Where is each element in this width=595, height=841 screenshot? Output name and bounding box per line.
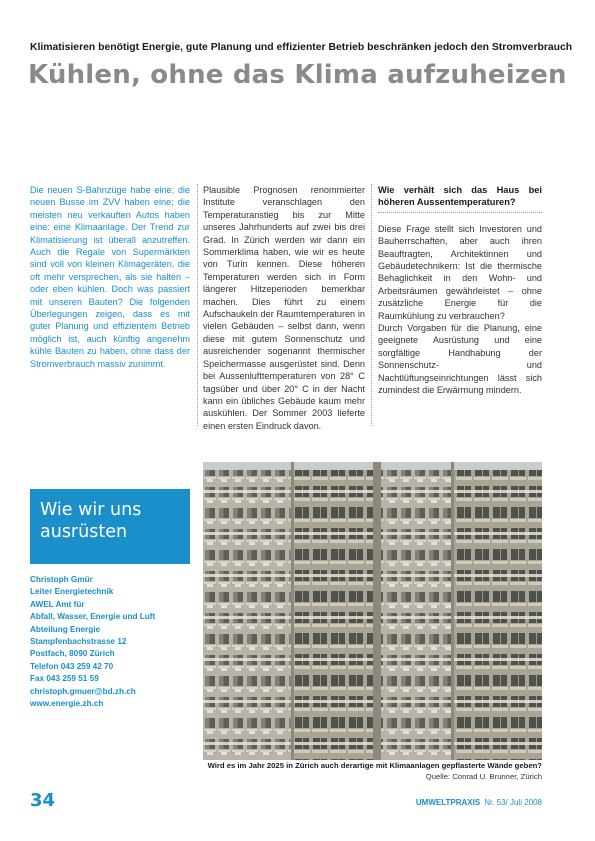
sidebar-title: Wie wir uns ausrüsten [40,500,142,542]
contact-phone: Telefon 043 259 42 70 [30,661,114,671]
contact-line: AWEL Amt für [30,599,85,609]
article-headline: Kühlen, ohne das Klima aufzuheizen [28,60,567,90]
column-divider [371,184,372,426]
page-number: 34 [30,790,56,811]
contact-block [30,574,198,710]
column-2-paragraph: Plausible Prognosen renommierter Institute veranschlagen den Temperaturanstieg bis zur Mitte unseres Jahrhunderts auf zwei bis drei Grad. In Zürich werden wir dann ein Sommerklima haben, wie wir es heute von Turin kennen. Diese höheren Temperaturen werden sich in Form längerer Hitzeperioden bemerkbar machen. Dies führt zu einem Aufschaukeln der Raumtemperaturen in vielen Gebäuden – selbst dann, wenn diese mit gutem Sonnenschutz und ausreichender sogenannt thermischer Speichermasse ausgerüstet sind. Denn bei Aussenlufttemperaturen von 28° C tagsüber und über 20° C in der Nacht kann ein übliches Gebäude kaum mehr auskühlen. Der Sommer 2003 lieferte einen ersten Eindruck davon. [203,185,365,431]
issue-info: Nr. 53/ Juli 2008 [484,798,542,807]
article-column-2 [203,184,365,432]
magazine-name: UMWELTPRAXIS [415,798,481,807]
figure-caption: Wird es im Jahr 2025 in Zürich auch derartige mit Klimaanlagen gepflasterte Wände geben? [207,761,542,770]
figure-credit: Quelle: Conrad U. Brunner, Zürich [425,772,542,781]
contact-fax: Fax 043 259 51 59 [30,674,99,684]
article-lead [30,184,190,370]
contact-line: Abteilung Energie [30,624,101,634]
contact-email[interactable]: christoph.gmuer@bd.zh.ch [30,686,136,696]
sidebar-title-box [30,489,190,564]
contact-line: Abfall, Wasser, Energie und Luft [30,612,156,622]
contact-website[interactable]: www.energie.zh.ch [30,699,104,709]
contact-line: Stampfenbachstrasse 12 [30,637,127,647]
article-column-3 [378,184,542,397]
subheading-rule [378,212,542,213]
building-photo [203,462,542,760]
lead-paragraph: Die neuen S-Bahnzüge habe eine; die neuen Busse im ZVV haben eine; die meisten neu verkauften Autos haben eine: eine Klimaanlage. Der Trend zur Klimatisierung ist überall anzutreffen. Auch die Regale von Supermärkten sind voll von kleinen Klimageräten, die oft mehr versprechen, als sie halten – oder eben kühlen. Doch was passiert mit unseren Bauten? Die folgenden Überlegungen zeigen, dass es mit guter Planung und effizientem Betrieb möglich ist, auch künftig angenehm kühle Bauten zu haben, ohne dass der Stromverbrauch massiv zunimmt. [30,185,190,369]
subheading: Wie verhält sich das Haus bei höheren Aussentemperaturen? [378,185,542,208]
article-kicker: Klimatisieren benötigt Energie, gute Planung und effizienter Betrieb beschränken jedoch den Stromverbrauch [30,42,573,53]
contact-line: Postfach, 8090 Zürich [30,649,115,659]
footer-publication [416,798,542,807]
column-divider [197,184,198,426]
column-3-paragraph-2: Durch Vorgaben für die Planung, eine geeignete Ausrüstung und eine sorgfältige Handhabung der Sonnenschutz- und Nachtlüftungseinrichtungen lässt sich zumindest die Erwärmung mindern. [378,323,542,396]
column-3-paragraph-1: Diese Frage stellt sich Investoren und Bauherrschaften, aber auch ihren Beauftragten, Architektinnen und Gebäudetechnikern: Ist die thermische Behaglichkeit in den Wohn- und Arbeitsräumen gewährleistet – ohne zusätzliche Energie für die Raumkühlung zu verbrauchen? [378,223,542,321]
contact-line: Christoph Gmür [30,575,93,584]
contact-line: Leiter Energietechnik [30,587,114,597]
